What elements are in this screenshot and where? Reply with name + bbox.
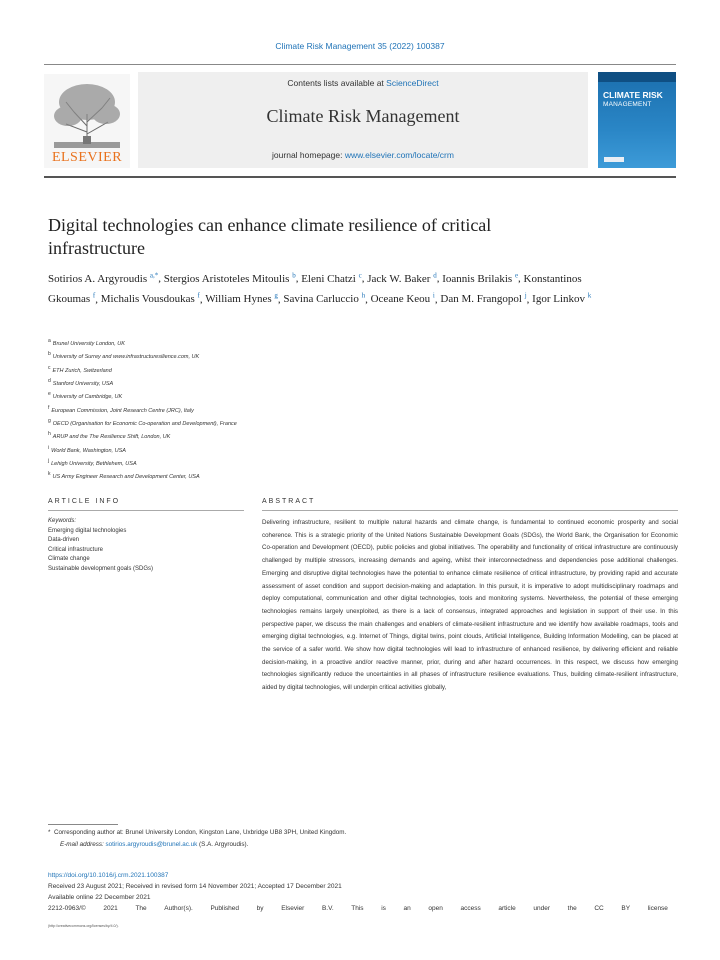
affiliation-list: [48, 336, 448, 483]
keyword-item: Emerging digital technologies: [48, 527, 127, 534]
journal-homepage-link[interactable]: www.elsevier.com/locate/crm: [344, 150, 454, 160]
affiliation-mark: i: [48, 444, 50, 451]
affiliation-item: [48, 389, 448, 402]
license-word: under: [533, 905, 551, 912]
keyword-item: Data-driven: [48, 537, 80, 543]
doi-link[interactable]: https://doi.org/10.1016/j.crm.2021.100387: [48, 872, 169, 879]
affiliation-mark: f: [48, 404, 50, 411]
cover-title: [603, 90, 673, 110]
affiliation-item: [48, 336, 448, 349]
license-word: an: [403, 905, 411, 912]
affiliation-text: OECD (Organisation for Economic Co-operation and Development), France: [52, 420, 237, 427]
author-name-text: Igor Linkov: [532, 293, 586, 306]
author-name: [371, 293, 435, 305]
affiliation-marker[interactable]: g: [274, 291, 278, 300]
affiliation-marker[interactable]: e: [514, 271, 519, 279]
affiliation-item: [48, 443, 448, 456]
email-suffix: (S.A. Argyroudis).: [197, 841, 249, 848]
affiliation-item: [48, 469, 448, 482]
cover-footer-mark: [604, 157, 624, 162]
license-word: the: [567, 905, 577, 912]
author-name-text: Ioannis Brilakis: [442, 272, 513, 285]
journal-title: Climate Risk Management: [266, 106, 460, 126]
license-word: B.V.: [321, 905, 334, 912]
license-url[interactable]: (http://creativecommons.org/licenses/by/4.0/).: [48, 924, 119, 928]
article-info-heading: ARTICLE INFO: [48, 498, 121, 505]
license-word: 2212-0963/©: [48, 905, 86, 912]
author-name-text: Eleni Chatzi: [301, 272, 356, 285]
affiliation-mark: b: [48, 351, 51, 358]
keywords-block: [48, 517, 238, 574]
journal-cover-image[interactable]: [598, 72, 676, 168]
elsevier-logo-text: ELSEVIER: [51, 150, 123, 165]
author-name: [48, 273, 158, 285]
license-word: Elsevier: [281, 905, 305, 912]
author-name: [301, 273, 362, 285]
footnote-mark: *: [48, 829, 51, 836]
license-word: 2021: [103, 905, 118, 912]
cover-band: [598, 72, 676, 82]
affiliation-item: [48, 349, 448, 362]
affiliation-marker[interactable]: f: [197, 291, 200, 300]
sciencedirect-link[interactable]: ScienceDirect: [386, 78, 439, 88]
keyword-item: Critical infrastructure: [48, 546, 104, 553]
journal-citation[interactable]: Climate Risk Management 35 (2022) 100387: [275, 41, 445, 51]
license-word: open: [428, 905, 443, 912]
abstract-heading: ABSTRACT: [262, 498, 316, 505]
cover-title-line-1: CLIMATE RISK: [603, 90, 663, 100]
affiliation-text: Stanford University, USA: [52, 380, 114, 387]
license-word: by: [256, 905, 264, 912]
license-word: CC: [594, 905, 604, 912]
license-word: license: [647, 905, 668, 912]
license-line: [48, 903, 668, 914]
affiliation-marker[interactable]: f: [92, 291, 96, 300]
author-name-text: Sotirios A. Argyroudis: [48, 272, 148, 285]
abstract-text: Delivering infrastructure, resilient to multiple natural hazards and climate change, is fundamental to continued economic prosperity and social coherence. This is a strategic priority of the United Nations Sustainable Development Goals (SDGs), the World Bank, the Organisation for Economic Co-operation and Development (OECD), public policies and global initiatives. The operability and functionality of critical infrastructure are continuously challenged by multiple stressors, increasing demands and ageing, whilst their interconnectedness and dependencies pose additional challenges. Emerging and disruptive digital technologies have the potential to enhance climate resilience of critical infrastructure, by providing rapid and accurate assessment of asset condition and support decision-making and adaptation. In this pursuit, it is imperative to adopt multidisciplinary roadmaps and deploy computational, communication and other digital technologies, tools and monitoring systems. Nevertheless, the potential of these emerging technologies remains largely unexploited, as there is a lack of consensus, integrated approaches and legislation in support of their use. In this perspective paper, we discuss the main challenges and enablers of climate-resilient infrastructure and we identify how available roadmaps, tools and emerging digital technologies, e.g. Internet of Things, digital twins, point clouds, Artificial Intelligence, Building Information Modelling, can be placed at the service of a safer world. We show how digital technologies will lead to infrastructure of enhanced resilience, by delivering efficient and reliable decision-making, in a proactive and/or reactive manner, prior, during and after hazard occurrences. In this respect, we discuss how emerging technologies significantly reduce the uncertainties in all phases of infrastructure resilience evaluations. Thus, building climate-resilient infrastructure, aided by digital technologies, will underpin critical activities globally,: [262, 519, 678, 692]
affiliation-marker[interactable]: c: [358, 271, 362, 279]
email-note: [60, 840, 680, 850]
affiliation-marker[interactable]: j: [524, 291, 527, 300]
affiliation-text: World Bank, Washington, USA: [51, 447, 126, 454]
affiliation-mark: g: [48, 417, 51, 424]
affiliation-marker[interactable]: a,*: [149, 271, 159, 279]
author-name: [101, 293, 200, 305]
contents-line: [138, 78, 588, 88]
author-name: [442, 273, 518, 285]
author-name: [283, 293, 365, 305]
received-dates: Received 23 August 2021; Received in revised form 14 November 2021; Accepted 17 December 2021: [48, 883, 342, 890]
affiliation-item: [48, 456, 448, 469]
affiliation-item: [48, 429, 448, 442]
author-name-text: Savina Carluccio: [283, 293, 359, 306]
author-name: [164, 273, 296, 285]
license-word: Author(s).: [164, 905, 193, 912]
abstract-rule: [262, 510, 678, 511]
affiliation-mark: a: [48, 338, 51, 344]
affiliation-text: Brunel University London, UK: [52, 340, 125, 347]
license-word: Published: [210, 905, 240, 912]
license-word: The: [135, 905, 147, 912]
email-label: E-mail address:: [60, 841, 106, 848]
affiliation-text: Lehigh University, Bethlehem, USA: [51, 460, 137, 467]
header-bottom-rule: [44, 176, 676, 178]
author-name-text: Konstantinos Gkoumas: [48, 272, 582, 306]
affiliation-mark: d: [48, 377, 51, 384]
author-name-text: William Hynes: [205, 293, 272, 306]
license-word: is: [381, 905, 386, 912]
corresponding-author-note: [48, 828, 668, 838]
homepage-prefix: journal homepage:: [272, 150, 345, 160]
author-name: [367, 273, 436, 285]
email-link[interactable]: sotirios.argyroudis@brunel.ac.uk: [105, 841, 198, 848]
author-name-text: Michalis Vousdoukas: [100, 293, 195, 306]
affiliation-text: US Army Engineer Research and Development Center, USA: [52, 474, 200, 481]
author-name-text: Jack W. Baker: [367, 272, 431, 285]
affiliation-mark: h: [48, 431, 51, 438]
keywords-label: Keywords:: [48, 518, 77, 524]
article-title: Digital technologies can enhance climate resilience of critical infrastructure: [48, 215, 492, 258]
author-name-text: Stergios Aristoteles Mitoulis: [163, 272, 290, 285]
author-name: [205, 293, 278, 305]
affiliation-mark: j: [48, 457, 50, 464]
affiliation-text: ETH Zurich, Switzerland: [52, 367, 112, 374]
affiliation-item: [48, 416, 448, 429]
affiliation-marker[interactable]: d: [433, 271, 437, 279]
keyword-item: Sustainable development goals (SDGs): [48, 565, 154, 572]
affiliation-marker[interactable]: h: [361, 291, 366, 300]
article-history: [48, 870, 668, 914]
footnote-rule: [48, 824, 118, 825]
author-name: [440, 293, 526, 305]
affiliation-text: University of Surrey and www.infrastructuresilience.com, UK: [52, 354, 200, 361]
affiliation-mark: c: [48, 364, 51, 371]
header-top-rule: [44, 64, 676, 65]
cover-title-line-2: MANAGEMENT: [603, 101, 652, 108]
journal-header: [138, 72, 588, 168]
affiliation-text: University of Cambridge, UK: [52, 394, 123, 401]
article-info-rule: [48, 510, 244, 511]
affiliation-marker[interactable]: b: [292, 271, 296, 279]
contents-prefix: Contents lists available at: [287, 78, 387, 88]
license-word: BY: [621, 905, 631, 912]
license-word: access: [460, 905, 481, 912]
author-list: Sotirios A. Argyroudis $^{a,*}$, Stergios Aristoteles Mitoulis $^b$, Eleni Chatzi $^c$, Jack W. Baker $^d$, Ioannis Brilakis $^e$, Konstantinos Gkoumas $^f$, Michalis Vousdoukas $^f$, William Hynes $^g$, Savina Carluccio $^h$, Oceane Keou $^i$, Dan M. Frangopol $^j$, Igor Linkov $^k$: [48, 271, 592, 306]
affiliation-item: [48, 376, 448, 389]
affiliation-mark: k: [48, 471, 51, 478]
author-name-text: Dan M. Frangopol: [440, 293, 522, 306]
license-word: This: [351, 905, 364, 912]
homepage-line: [138, 150, 588, 160]
affiliation-text: European Commission, Joint Research Centre (JRC), Italy: [51, 407, 194, 414]
keyword-item: Climate change: [48, 556, 90, 562]
available-online: Available online 22 December 2021: [48, 894, 151, 901]
affiliation-marker[interactable]: k: [587, 291, 592, 300]
author-name: [532, 293, 591, 305]
affiliation-marker[interactable]: i: [432, 291, 435, 300]
affiliation-item: [48, 363, 448, 376]
corresponding-text: Corresponding author at: Brunel University London, Kingston Lane, Uxbridge UB8 3PH, United Kingdom.: [53, 829, 347, 836]
license-word: article: [498, 905, 516, 912]
affiliation-text: ARUP and the The Resilience Shift, London, UK: [52, 434, 171, 441]
affiliation-item: [48, 403, 448, 416]
affiliation-mark: e: [48, 391, 51, 398]
author-name-text: Oceane Keou: [370, 293, 431, 306]
